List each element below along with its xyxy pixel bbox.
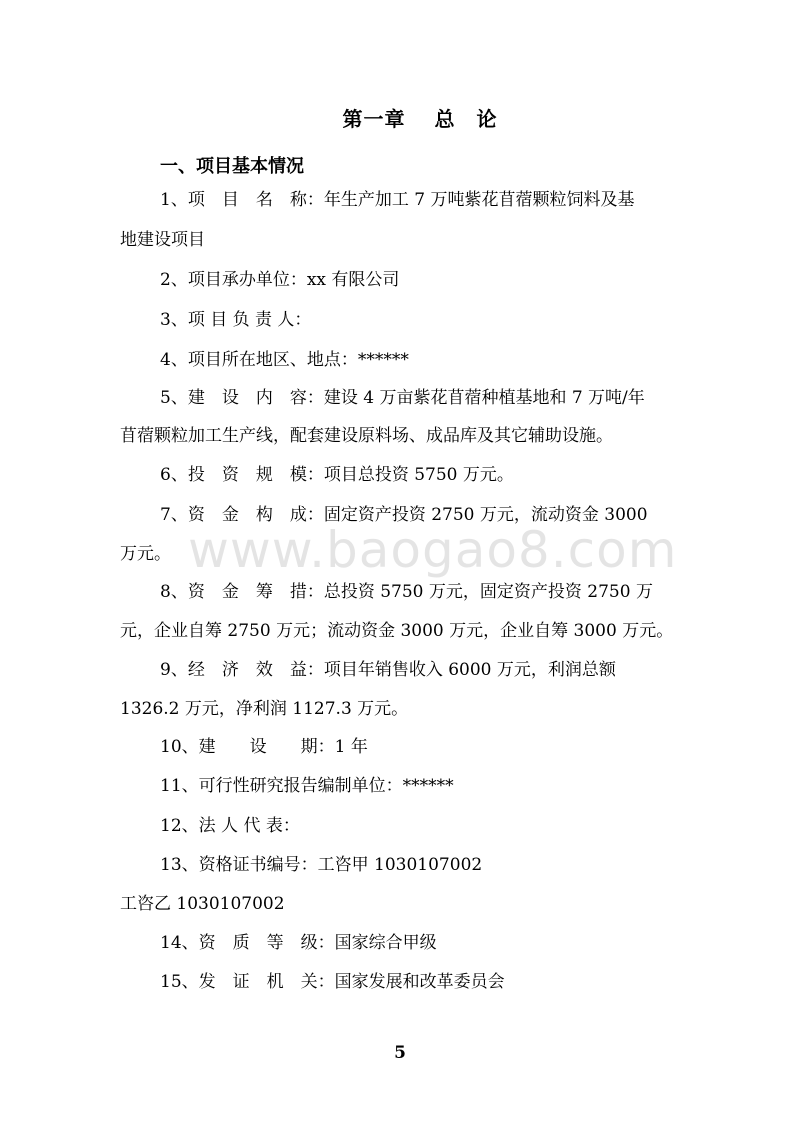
item-13-certificate-number: 13、资格证书编号：工咨甲 1030107002 (160, 855, 483, 875)
item-14-qualification-grade: 14、资 质 等 级：国家综合甲级 (160, 933, 437, 953)
item-1-continuation: 地建设项目 (120, 230, 205, 250)
item-7-continuation: 万元。 (120, 544, 171, 564)
item-4-location: 4、项目所在地区、地点：****** (160, 350, 409, 370)
section-heading: 一、项目基本情况 (160, 156, 304, 177)
item-10-construction-period: 10、建 设 期：1 年 (160, 737, 368, 757)
item-5-construction-content: 5、建 设 内 容：建设 4 万亩紫花苜蓿种植基地和 7 万吨/年 (160, 388, 645, 408)
item-12-legal-representative: 12、法 人 代 表： (160, 816, 300, 836)
item-15-issuing-authority: 15、发 证 机 关：国家发展和改革委员会 (160, 972, 505, 992)
watermark: www.baogao8.com (188, 521, 678, 579)
item-9-economic-benefit: 9、经 济 效 益：项目年销售收入 6000 万元，利润总额 (160, 660, 616, 680)
item-6-investment-scale: 6、投 资 规 模：项目总投资 5750 万元。 (160, 465, 514, 485)
item-7-capital-structure: 7、资 金 构 成：固定资产投资 2750 万元，流动资金 3000 (160, 505, 648, 525)
item-11-report-unit: 11、可行性研究报告编制单位：****** (160, 776, 454, 796)
item-13-continuation: 工咨乙 1030107002 (120, 894, 285, 914)
item-1-project-name: 1、项 目 名 称：年生产加工 7 万吨紫花苜蓿颗粒饲料及基 (160, 190, 635, 210)
item-9-continuation: 1326.2 万元，净利润 1127.3 万元。 (120, 699, 409, 719)
item-8-continuation: 元，企业自筹 2750 万元；流动资金 3000 万元，企业自筹 3000 万元。 (120, 621, 674, 641)
chapter-title: 第一章 总 论 (342, 107, 498, 131)
item-2-undertaking-unit: 2、项目承办单位：xx 有限公司 (160, 270, 400, 290)
item-5-continuation: 苜蓿颗粒加工生产线，配套建设原料场、成品库及其它辅助设施。 (120, 426, 613, 446)
page-number: 5 (394, 1043, 406, 1063)
item-3-responsible-person: 3、项 目 负 责 人： (160, 310, 312, 330)
item-8-fund-raising: 8、资 金 筹 措：总投资 5750 万元，固定资产投资 2750 万 (160, 582, 653, 602)
